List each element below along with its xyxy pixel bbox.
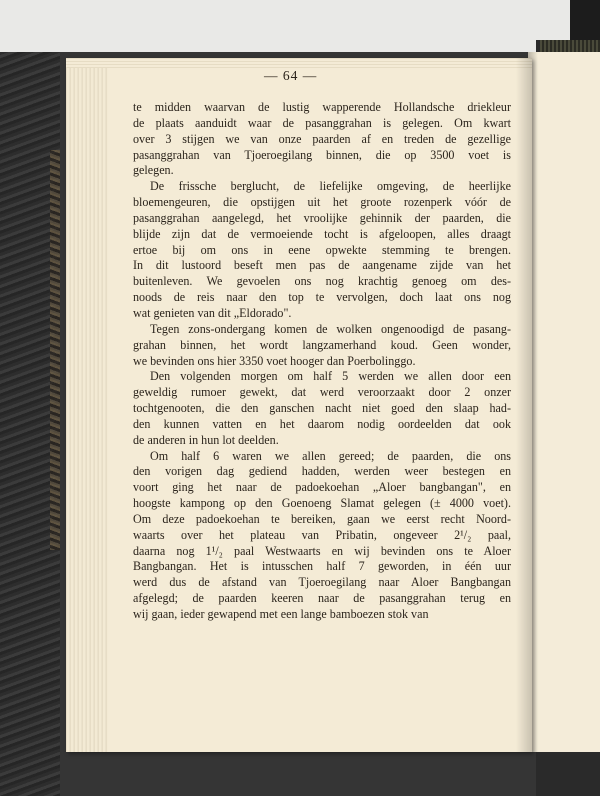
text-line: wat genieten van dit „Eldorado". <box>133 305 292 320</box>
paragraph <box>133 369 511 448</box>
text-line: pasanggrahan van Tjoeroegilang binnen, die op 3500 voet is <box>133 147 511 162</box>
text-line: Bangbangan. Het is intusschen half 7 geworden, in één uur <box>133 559 511 574</box>
text-line: hoogste kampong op den Goenoeng Slamat gelegen (± 4000 voet). <box>133 496 511 511</box>
text-line: daarna nog 1¹/₂ paal Westwaarts en wij bevinden ons te Aloer <box>133 543 511 558</box>
text-line: voort ging het naar de padoekoehan „Aloer bangbangan", en <box>133 480 511 495</box>
text-line: In dit lustoord beseft men pas de aangename zijde van het <box>133 258 511 273</box>
facing-page <box>528 52 600 752</box>
paragraph <box>133 322 511 370</box>
page-gutter <box>516 58 532 752</box>
text-line: geweldig rumoer gewekt, dat werd veroorzaakt door 2 onzer <box>133 385 511 400</box>
text-line: grahan binnen, het wordt langzamerhand koud. Geen wonder, <box>133 337 511 352</box>
page-top-edges <box>66 58 532 68</box>
text-line: De frissche berglucht, de liefelijke omgeving, de heerlijke <box>150 179 511 194</box>
text-line: Om half 6 waren we allen gereed; de paarden, die ons <box>150 448 511 463</box>
paragraph <box>133 449 511 623</box>
text-line: blijde zijn dat de vermoeiende tocht is afgeloopen, alles draagt <box>133 226 511 241</box>
text-line: tochtgenooten, die den ganschen nacht niet goed den slaap had- <box>133 401 511 416</box>
text-line: den kunnen vatten en het daarom nodig oordeelden dat ook <box>133 416 511 431</box>
page-number: — 64 — <box>264 68 318 83</box>
text-line: ertoe bij om ons in eene opwekte stemming te brengen. <box>133 242 511 257</box>
paragraph <box>133 179 511 322</box>
marbled-endpaper <box>50 150 60 550</box>
text-line: de plaats aanduidt waar de pasanggrahan is gelegen. Om kwart <box>133 115 511 130</box>
paragraph <box>133 100 511 179</box>
text-line: Om deze padoekoehan te bereiken, gaan we eerst recht Noord- <box>133 511 511 526</box>
text-line: over 3 stijgen we van onze paarden af en treden de gezellige <box>133 131 511 146</box>
text-line: pasanggrahan aangelegd, het vroolijke gehinnik der paarden, die <box>133 210 511 225</box>
text-line: wij gaan, ieder gewapend met een lange bamboezen stok van <box>133 607 429 621</box>
text-line: Tegen zons-ondergang komen de wolken ongenoodigd de pasang- <box>150 321 511 336</box>
scanner-top-strip <box>0 0 600 52</box>
text-line: de anderen in hun lot deelden. <box>133 432 279 447</box>
text-line: buitenleven. We gevoelen ons nog krachtig genoeg om des- <box>133 274 511 289</box>
text-line: gelegen. <box>133 163 174 178</box>
text-line: Den volgenden morgen om half 5 werden we allen door een <box>150 369 511 384</box>
text-line: waarts over het plateau van Pribatin, ongeveer 2¹/₂ paal, <box>133 527 511 542</box>
text-line: werd dus de afstand van Tjoeroegilang naar Aloer Bangbangan <box>133 575 511 590</box>
body-text <box>133 100 511 623</box>
text-line: bloemengeuren, die opstijgen uit het groote rozenperk vóór de <box>133 195 511 210</box>
text-line: den vorigen dag gediend hadden, werden weer bestegen en <box>133 464 511 479</box>
text-line: noods de reis naar den top te vervolgen, doch laat ons nog <box>133 290 511 305</box>
text-line: we bevinden ons hier 3350 voet hooger dan Poerbolinggo. <box>133 353 416 368</box>
text-line: te midden waarvan de lustig wapperende Hollandsche driekleur <box>133 100 511 114</box>
text-line: afgelegd; de paarden keeren naar de pasanggrahan terug en <box>133 591 511 606</box>
page-stack-edges <box>66 58 108 752</box>
